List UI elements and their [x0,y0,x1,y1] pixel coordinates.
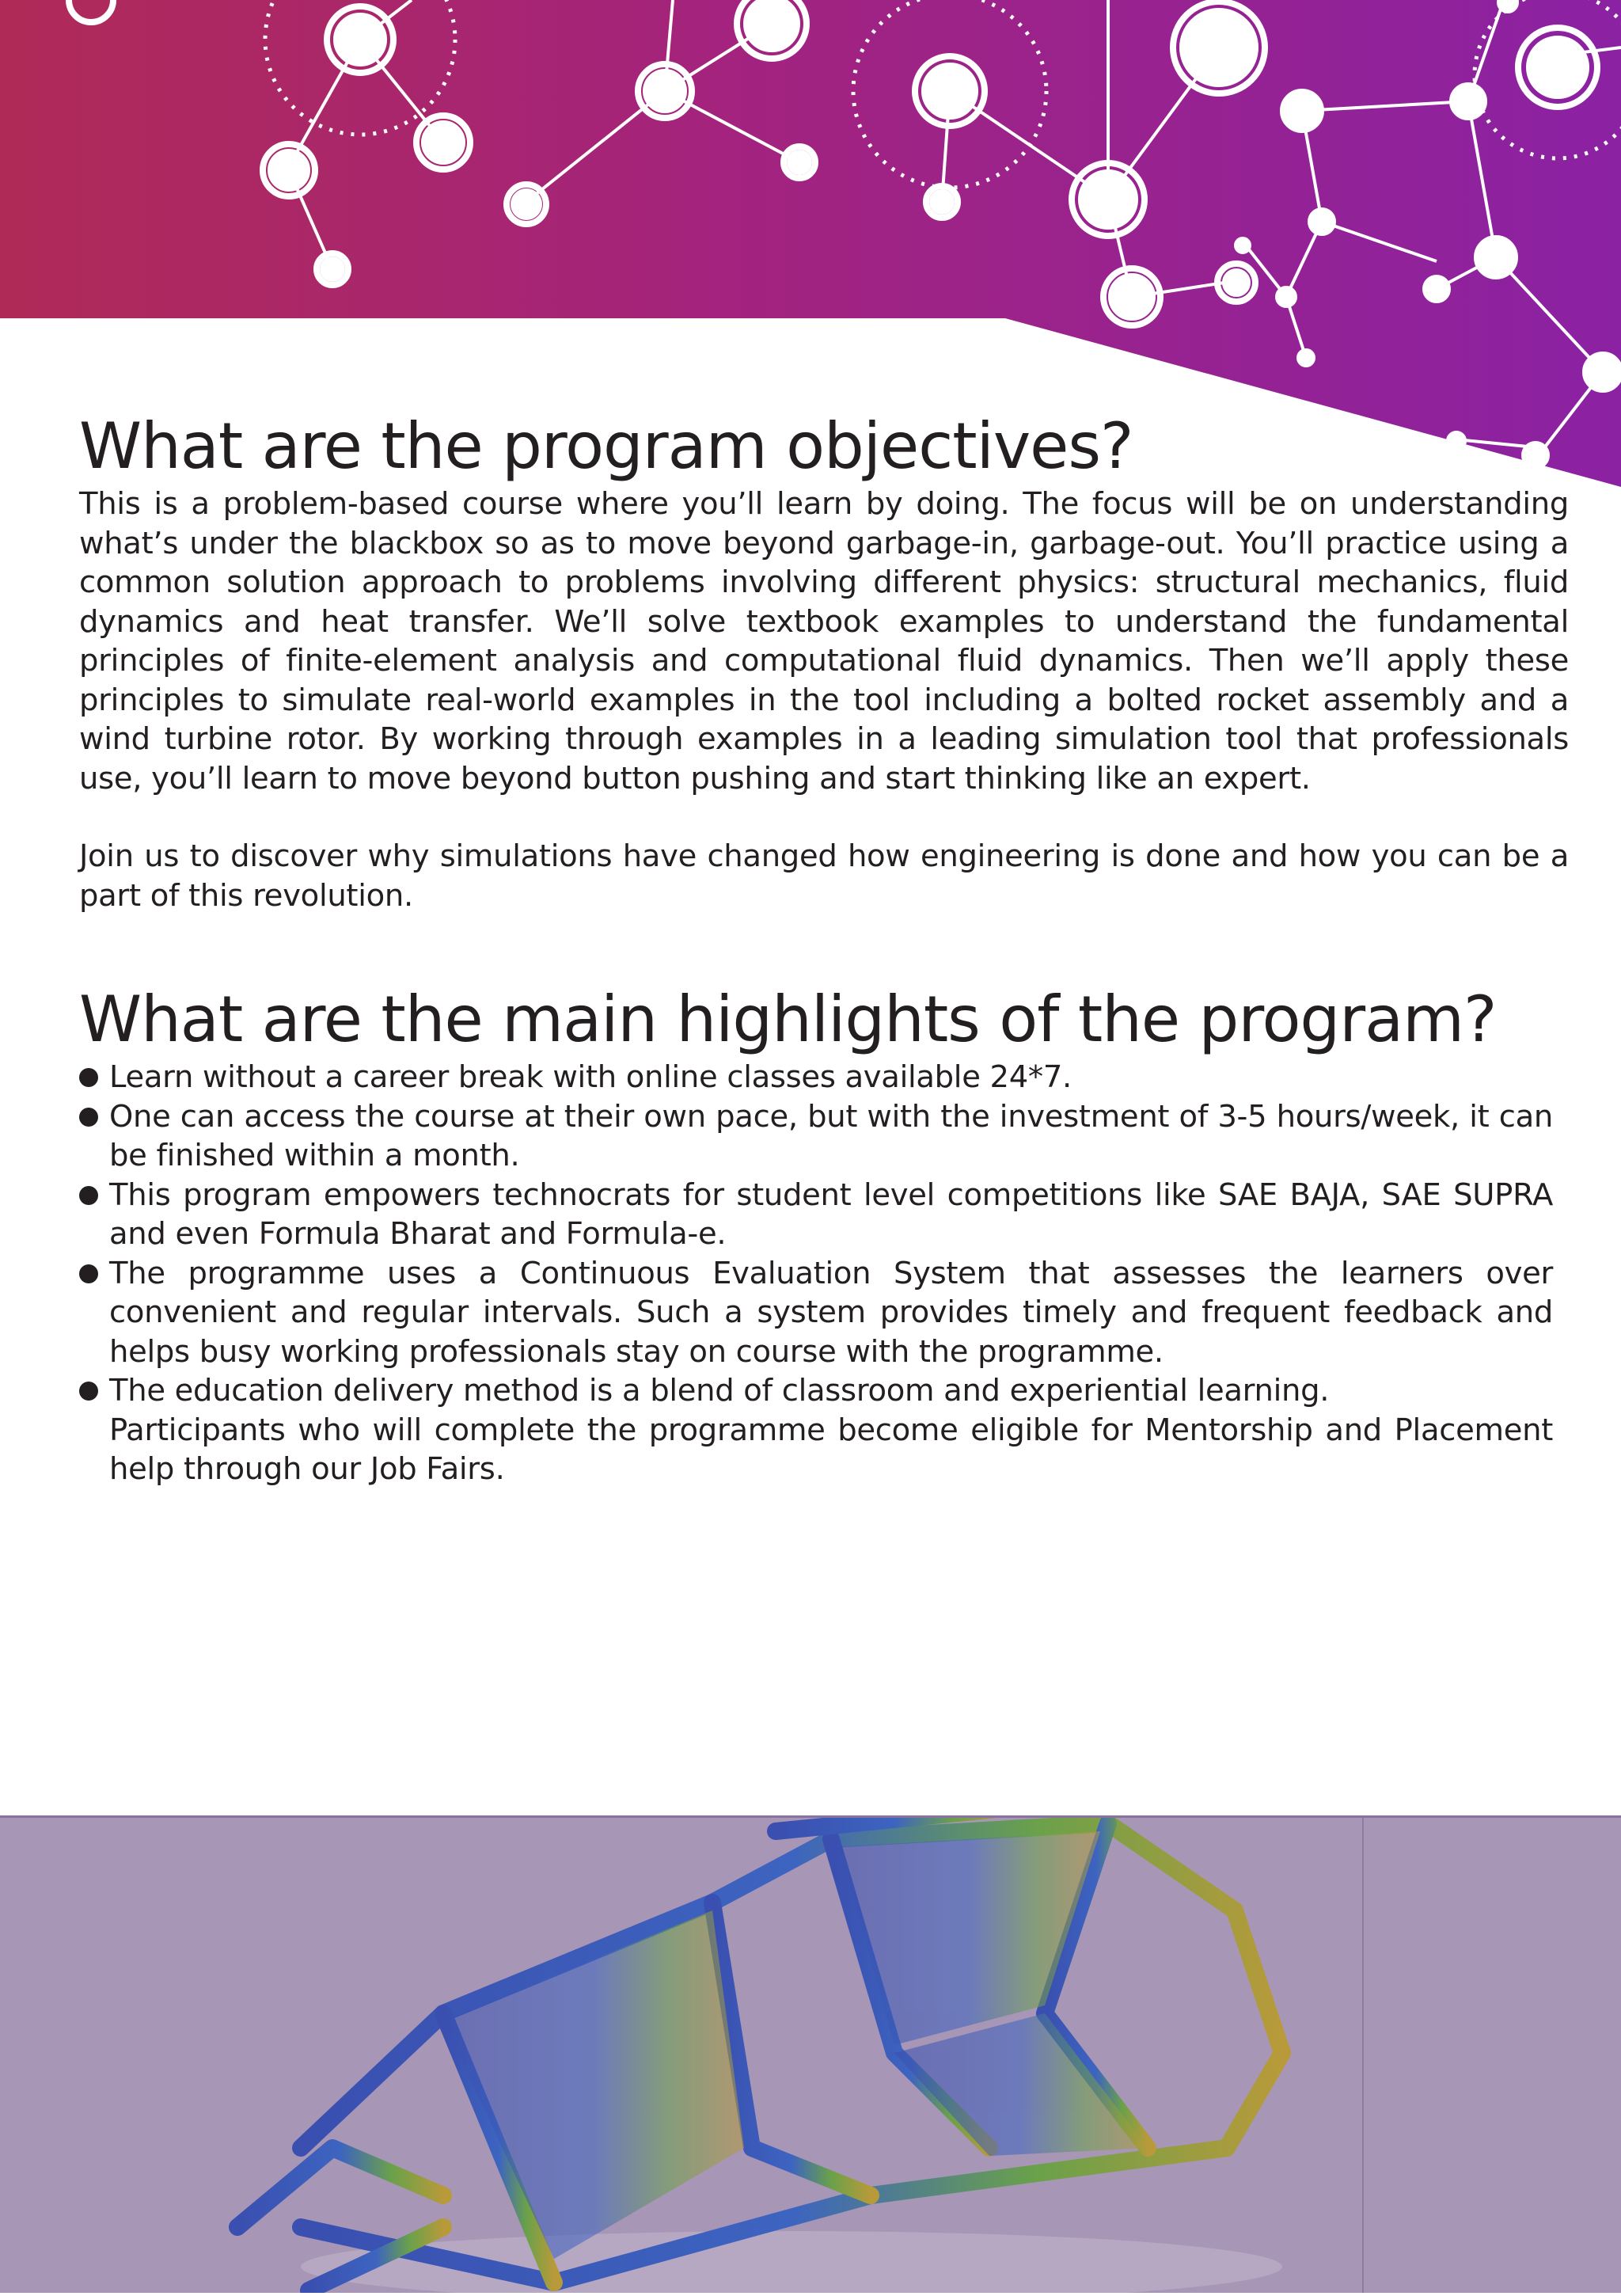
objectives-heading: What are the program objectives? [79,409,1133,483]
list-item: This program empowers technocrats for student level competitions like SAE BAJA, SAE SUPRA and even Formula Bharat and Formula-e. [79,1176,1553,1254]
bullet-icon [79,1186,98,1205]
bullet-icon [79,1108,98,1127]
main-content [79,409,1569,1489]
bullet-icon [79,1068,98,1087]
list-item: The education delivery method is a blend of classroom and experiential learning. Participants who will complete the programme become eligible for Mentorship and Placement help through our Job Fairs. [79,1371,1553,1489]
list-item: Learn without a career break with online classes available 24*7. [79,1058,1553,1097]
bullet-icon [79,1382,98,1401]
list-item: The programme uses a Continuous Evaluation System that assesses the learners over convenient and regular intervals. Such a system provides timely and frequent feedback and helps busy working professionals stay on course with the programme. [79,1254,1553,1372]
highlights-list [79,1058,1569,1489]
highlights-heading: What are the main highlights of the program? [79,983,1497,1056]
car-chassis-simulation-image [0,1815,1621,2293]
list-item: One can access the course at their own pace, but with the investment of 3-5 hours/week, it can be finished within a month. [79,1097,1553,1176]
highlights-extra-line: Participants who will complete the programme become eligible for Mentorship and Placement help through our Job Fairs. [109,1412,1553,1487]
bottom-divider [0,1815,1621,1818]
objectives-paragraph-2: Join us to discover why simulations have changed how engineering is done and how you can be a part of this revolution. [79,838,1569,914]
car-chassis-illustration [0,1815,1621,2293]
bullet-icon [79,1264,98,1283]
objectives-paragraph-1: This is a problem-based course where you’ll learn by doing. The focus will be on understanding what’s under the blackbox so as to move beyond garbage-in, garbage-out. You’ll practice using a common solution approach to problems involving different physics: structural mechanics, fluid dynamics and heat transfer. We’ll solve textbook examples to understand the fundamental principles of finite-element analysis and computational fluid dynamics. Then we’ll apply these principles to simulate real-world examples in the tool including a bolted rocket assembly and a wind turbine rotor. By working through examples in a leading simulation tool that professionals use, you’ll learn to move beyond button pushing and start thinking like an expert. [79,486,1569,796]
